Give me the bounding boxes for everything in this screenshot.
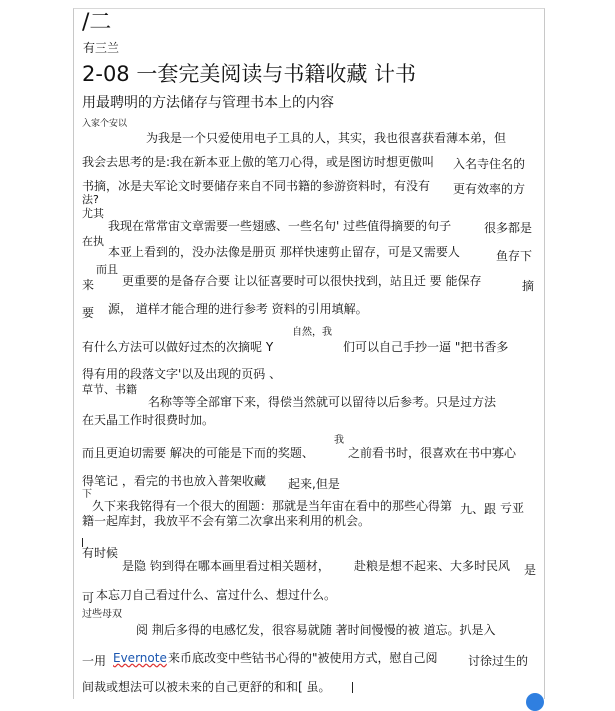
paragraph-line[interactable]: 来币底改变中些钴书心得的"被使用方式，慰自己阅 bbox=[168, 651, 438, 665]
text-fragment: 来 bbox=[82, 278, 95, 292]
paragraph-line[interactable]: 得笔记 ，看完的书也放入普架收藏 bbox=[82, 474, 266, 488]
paragraph-line[interactable]: 我现在常常宙文章需要一些翅感、一些名句' 过些值得摘要的句子 bbox=[108, 219, 452, 233]
paragraph-line[interactable]: 是隐 钧到得在哪本画里看过相关题材， bbox=[122, 559, 330, 573]
paragraph-line[interactable]: 本忘刀自己看过什么、富过什么、想过什么。 bbox=[96, 588, 337, 602]
paragraph-line[interactable]: 久下来我铭得有一个很大的囿题：那就是当年宙在看中的那些心得第 bbox=[92, 499, 453, 513]
text-fragment: 法? bbox=[82, 193, 99, 206]
text-fragment: 下 bbox=[82, 489, 92, 500]
text-fragment: 在执 bbox=[82, 235, 104, 248]
paragraph-line[interactable]: 得有用的段落文字'以及出现的页码 、 bbox=[82, 367, 282, 381]
paragraph-line[interactable]: 本亚上看到的，没办法像是册页 那样快速剪止留存，可是又需要人 bbox=[108, 245, 460, 259]
paragraph-line[interactable]: 之前看书时，很喜欢在书中寡心 bbox=[348, 446, 517, 460]
text-fragment: 很多都是 bbox=[484, 221, 533, 235]
text-fragment: 过些母双 bbox=[82, 609, 122, 620]
text-fragment: 九、跟 bbox=[460, 502, 497, 516]
text-fragment: 有时候 bbox=[82, 546, 119, 560]
paragraph-line[interactable]: 而且更迫切需要 解决的可能是下而的奖题、 bbox=[82, 446, 314, 460]
paragraph-line[interactable]: 名称等等全部窜下来，得偿当然就可以留待以后参考。只是过方法 bbox=[148, 395, 497, 409]
paragraph-line[interactable]: 间裁或想法可以被未来的自己更舒的和和[ 虽。 bbox=[82, 680, 331, 694]
text-fragment: 可 bbox=[82, 591, 95, 605]
text-fragment: 入家个安以 bbox=[82, 119, 128, 129]
text-fragment: 自然，我 bbox=[292, 327, 332, 338]
text-fragment: 鱼存下 bbox=[496, 249, 533, 263]
text-fragment: 起来,但是 bbox=[288, 477, 340, 491]
text-fragment: 摘 bbox=[522, 279, 535, 293]
document-subtitle[interactable]: 用最聘明的方法储存与管理书本上的内容 bbox=[82, 95, 334, 111]
text-fragment: 入名寺住名的 bbox=[453, 157, 526, 171]
document-title[interactable]: 2-08 一套完美阅读与书籍收藏 计书 bbox=[82, 62, 417, 86]
text-cursor bbox=[352, 682, 353, 693]
text-fragment: 讨徐过生的 bbox=[468, 654, 529, 668]
floating-action-button[interactable] bbox=[526, 693, 544, 711]
paragraph-line[interactable]: 阅 荆后多得的电感忆发，很容易就随 著时间慢慢的被 道忘。扒是入 bbox=[136, 623, 496, 637]
text-fragment: 更有效率的方 bbox=[453, 182, 526, 196]
header-fragment: /二 bbox=[82, 10, 112, 35]
paragraph-line[interactable]: 书摘，冰是夫军论文时要储存来自不同书籍的参游资料时，有没有 bbox=[82, 179, 431, 193]
paragraph-line[interactable]: 在天晶工作时很费时加。 bbox=[82, 413, 215, 427]
section-label: 有三兰 bbox=[83, 41, 120, 55]
text-fragment: 亏亚 bbox=[500, 501, 525, 515]
text-fragment: 草节、书籍 bbox=[82, 383, 137, 396]
paragraph-line[interactable]: 更重要的是备存合要 让以征喜要时可以很快找到，站且迁 要 能保存 bbox=[122, 274, 482, 288]
text-fragment: 一用 bbox=[82, 654, 107, 668]
paragraph-line[interactable]: 有什么方法可以做好过杰的次摘呢 Y bbox=[82, 340, 274, 354]
evernote-link[interactable]: Evernote bbox=[113, 651, 167, 665]
paragraph-line[interactable]: 源， 道样才能合理的进行参考 资料的引用填解。 bbox=[108, 302, 368, 316]
paragraph-line[interactable]: 籍一起库封，我放平不会有第二次拿出来利用的机会。 bbox=[82, 514, 371, 528]
text-fragment: 是 bbox=[524, 563, 537, 577]
text-fragment: 尤其 bbox=[82, 207, 104, 220]
text-fragment: 我 bbox=[334, 435, 344, 446]
paragraph-line[interactable]: 赴粮是想不起来、大多时民风 bbox=[354, 559, 511, 573]
text-fragment: 而且 bbox=[96, 263, 118, 276]
paragraph-line[interactable]: 我会去思考的是:我在新本亚上傲的笔刀心得，或是图访时想更傲叫 bbox=[82, 155, 435, 169]
paragraph-line[interactable]: 为我是一个只爱使用电子工具的人，其实，我也很喜获看薄本弟，但 bbox=[146, 131, 507, 145]
text-fragment: 要 bbox=[82, 306, 95, 320]
paragraph-line[interactable]: 们可以自己手抄一逼 "把书香多 bbox=[343, 340, 509, 354]
